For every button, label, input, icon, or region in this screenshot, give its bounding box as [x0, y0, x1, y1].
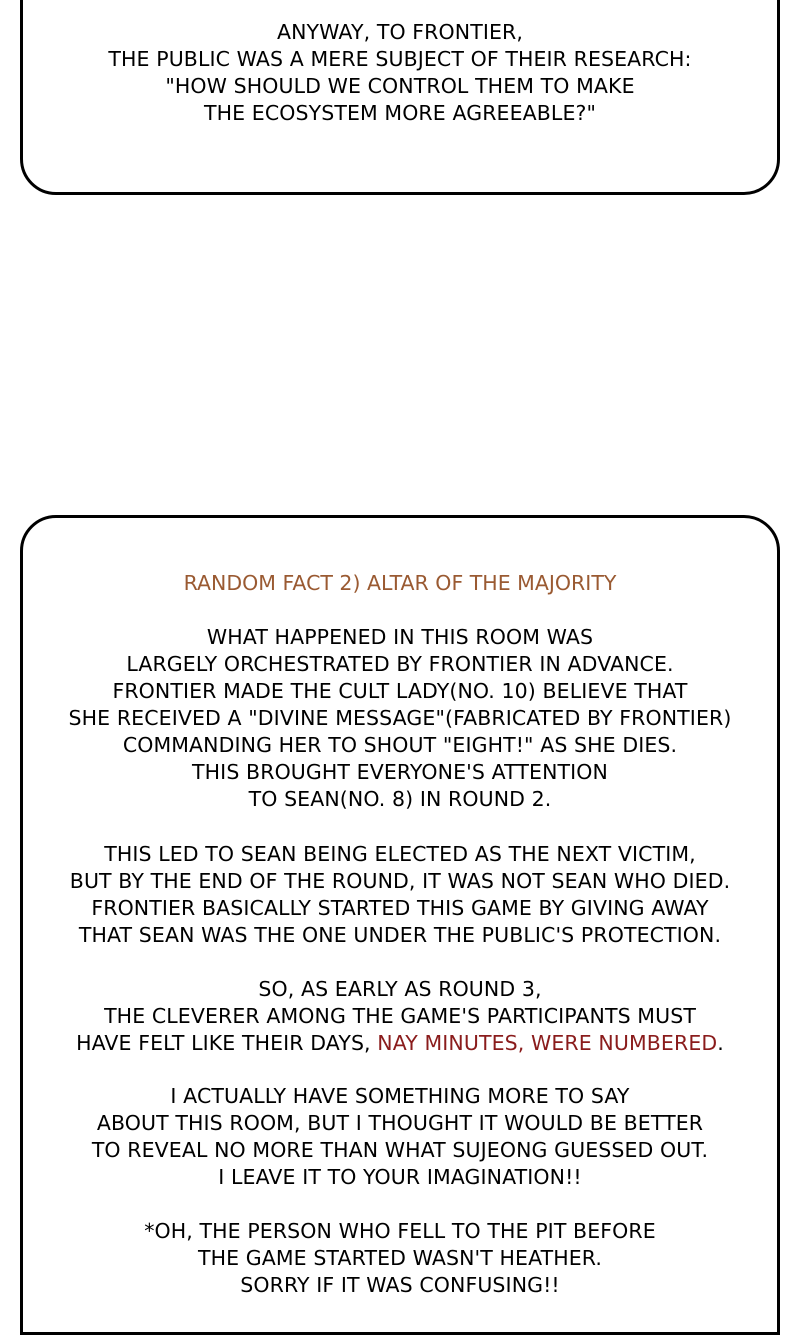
caption-line: ANYWAY, TO FRONTIER,	[277, 20, 523, 44]
caption-line: THE PUBLIC WAS A MERE SUBJECT OF THEIR RESEARCH:	[108, 47, 692, 71]
fact-line: *OH, THE PERSON WHO FELL TO THE PIT BEFORE	[144, 1219, 656, 1243]
fact-line: SORRY IF IT WAS CONFUSING!!	[240, 1273, 560, 1297]
fact-line: BUT BY THE END OF THE ROUND, IT WAS NOT SEAN WHO DIED.	[69, 869, 731, 893]
fact-line: I LEAVE IT TO YOUR IMAGINATION!!	[218, 1165, 582, 1189]
fact-line: THIS BROUGHT EVERYONE'S ATTENTION	[192, 760, 608, 784]
fact-line: TO SEAN(NO. 8) IN ROUND 2.	[248, 787, 552, 811]
fact-line: TO REVEAL NO MORE THAN WHAT SUJEONG GUESSED OUT.	[91, 1138, 709, 1162]
fact-line: FRONTIER MADE THE CULT LADY(NO. 10) BELIEVE THAT	[112, 679, 688, 703]
fact-paragraph-4	[0, 1083, 800, 1191]
fact-line: THE GAME STARTED WASN'T HEATHER.	[197, 1246, 603, 1270]
fact-line: SO, AS EARLY AS ROUND 3,	[258, 977, 542, 1001]
fact-line: WHAT HAPPENED IN THIS ROOM WAS	[206, 625, 594, 649]
fact-paragraph-2	[0, 841, 800, 949]
fact-line-mixed	[0, 1030, 800, 1057]
fact-line: THE CLEVERER AMONG THE GAME'S PARTICIPANTS MUST	[104, 1004, 696, 1028]
caption-line: THE ECOSYSTEM MORE AGREEABLE?"	[203, 101, 597, 125]
fact-paragraph-1	[0, 624, 800, 813]
fact-line: THIS LED TO SEAN BEING ELECTED AS THE NEXT VICTIM,	[104, 842, 696, 866]
fact-line: I ACTUALLY HAVE SOMETHING MORE TO SAY	[170, 1084, 630, 1108]
fact-line: FRONTIER BASICALLY STARTED THIS GAME BY GIVING AWAY	[91, 896, 709, 920]
fact-line-start: HAVE FELT LIKE THEIR DAYS,	[76, 1031, 378, 1055]
fact-line: THAT SEAN WAS THE ONE UNDER THE PUBLIC'S PROTECTION.	[78, 923, 722, 947]
fact-line: ABOUT THIS ROOM, BUT I THOUGHT IT WOULD BE BETTER	[96, 1111, 704, 1135]
random-fact-title: RANDOM FACT 2) ALTAR OF THE MAJORITY	[183, 571, 617, 595]
top-caption-text	[0, 19, 800, 127]
fact-paragraph-3	[0, 976, 800, 1057]
fact-line: COMMANDING HER TO SHOUT "EIGHT!" AS SHE DIES.	[122, 733, 678, 757]
highlighted-text: NAY MINUTES, WERE NUMBERED	[377, 1031, 718, 1055]
fact-paragraph-5	[0, 1218, 800, 1299]
fact-line-end: .	[717, 1031, 724, 1055]
caption-line: "HOW SHOULD WE CONTROL THEM TO MAKE	[165, 74, 635, 98]
fact-line: LARGELY ORCHESTRATED BY FRONTIER IN ADVANCE.	[126, 652, 674, 676]
fact-line: SHE RECEIVED A "DIVINE MESSAGE"(FABRICATED BY FRONTIER)	[68, 706, 732, 730]
